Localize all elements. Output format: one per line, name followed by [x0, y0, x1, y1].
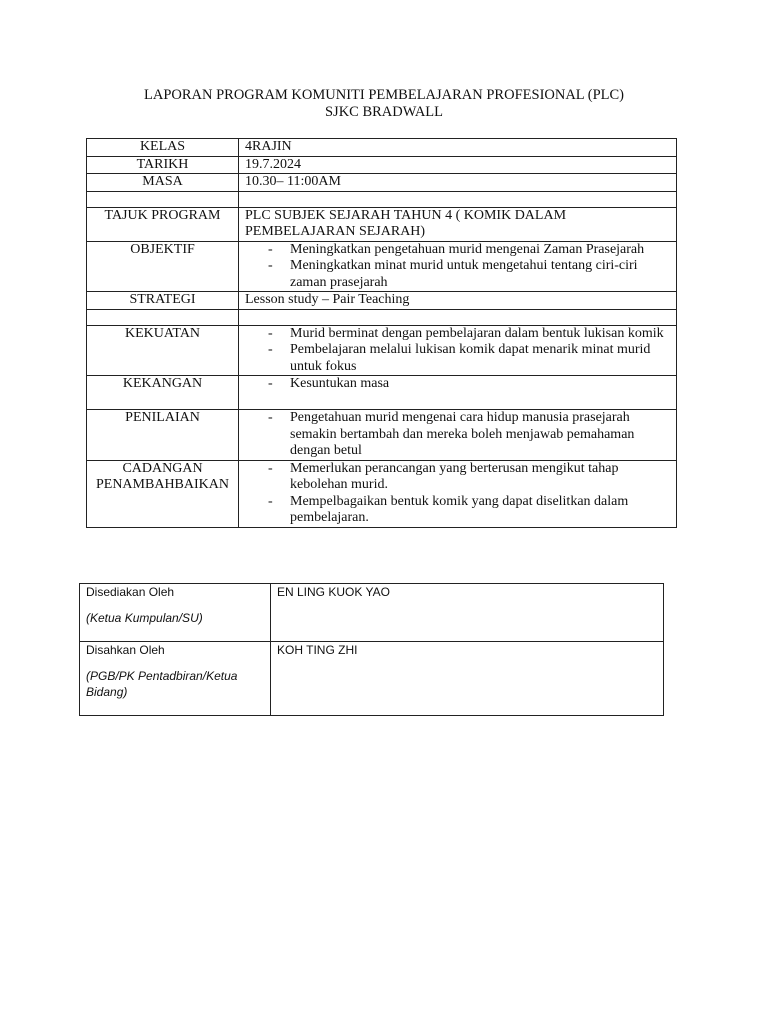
empty-cell	[87, 191, 239, 207]
label-tarikh: TARIKH	[87, 156, 239, 174]
label-cadangan: CADANGAN PENAMBAHBAIKAN	[87, 460, 239, 527]
approved-role: (PGB/PK Pentadbiran/Ketua Bidang)	[86, 669, 238, 699]
label-strategi: STRATEGI	[87, 292, 239, 310]
row-blank	[87, 191, 677, 207]
label-kekuatan: KEKUATAN	[87, 325, 239, 376]
objektif-list	[245, 242, 670, 292]
list-item: - Memerlukan perancangan yang berterusan mengikut tahap kebolehan murid.	[245, 461, 670, 494]
value-kelas: 4RAJIN	[239, 139, 677, 157]
signoff-table	[79, 583, 664, 716]
approved-label-cell	[80, 642, 271, 716]
row-objektif	[87, 241, 677, 292]
approved-label: Disahkan Oleh	[86, 643, 165, 657]
kekangan-list	[245, 376, 670, 393]
list-item: - Pengetahuan murid mengenai cara hidup manusia prasejarah semakin bertambah dan mereka boleh menjawab pemahaman dengan betul	[245, 410, 670, 460]
empty-cell	[239, 309, 677, 325]
value-objektif	[239, 241, 677, 292]
document-title: LAPORAN PROGRAM KOMUNITI PEMBELAJARAN PROFESIONAL (PLC)	[143, 87, 624, 103]
value-tarikh: 19.7.2024	[239, 156, 677, 174]
value-kekangan	[239, 376, 677, 410]
list-item: - Murid berminat dengan pembelajaran dalam bentuk lukisan komik	[245, 326, 670, 343]
list-item: - Pembelajaran melalui lukisan komik dapat menarik minat murid untuk fokus	[245, 342, 670, 375]
row-blank	[87, 309, 677, 325]
row-penilaian	[87, 410, 677, 461]
list-item: - Meningkatkan pengetahuan murid mengenai Zaman Prasejarah	[245, 242, 670, 259]
row-prepared	[80, 584, 664, 642]
value-cadangan	[239, 460, 677, 527]
label-masa: MASA	[87, 174, 239, 192]
label-tajuk-program: TAJUK PROGRAM	[87, 207, 239, 241]
school-name: SJKC BRADWALL	[324, 104, 444, 120]
row-approved	[80, 642, 664, 716]
value-kekuatan	[239, 325, 677, 376]
kekuatan-list	[245, 326, 670, 376]
cadangan-list	[245, 461, 670, 527]
prepared-label-cell	[80, 584, 271, 642]
row-tarikh	[87, 156, 677, 174]
value-penilaian	[239, 410, 677, 461]
report-table	[86, 138, 677, 528]
approved-name: KOH TING ZHI	[277, 643, 358, 657]
row-kekuatan	[87, 325, 677, 376]
row-kelas	[87, 139, 677, 157]
empty-cell	[239, 191, 677, 207]
value-strategi: Lesson study – Pair Teaching	[239, 292, 677, 310]
prepared-role: (Ketua Kumpulan/SU)	[86, 611, 203, 625]
prepared-label: Disediakan Oleh	[86, 585, 175, 599]
row-tajuk	[87, 207, 677, 241]
value-tajuk-program: PLC SUBJEK SEJARAH TAHUN 4 ( KOMIK DALAM PEMBELAJARAN SEJARAH)	[239, 207, 677, 241]
row-cadangan	[87, 460, 677, 527]
label-objektif: OBJEKTIF	[87, 241, 239, 292]
penilaian-list	[245, 410, 670, 460]
label-penilaian: PENILAIAN	[87, 410, 239, 461]
list-item: - Kesuntukan masa	[245, 376, 670, 393]
row-strategi	[87, 292, 677, 310]
row-kekangan	[87, 376, 677, 410]
value-masa: 10.30– 11:00AM	[239, 174, 677, 192]
list-item: - Mempelbagaikan bentuk komik yang dapat diselitkan dalam pembelajaran.	[245, 494, 670, 527]
prepared-name-cell	[271, 584, 664, 642]
prepared-name: EN LING KUOK YAO	[277, 585, 390, 599]
label-kelas: KELAS	[87, 139, 239, 157]
empty-cell	[87, 309, 239, 325]
row-masa	[87, 174, 677, 192]
list-item: - Meningkatkan minat murid untuk mengetahui tentang ciri-ciri zaman prasejarah	[245, 258, 670, 291]
approved-name-cell	[271, 642, 664, 716]
label-kekangan: KEKANGAN	[87, 376, 239, 410]
